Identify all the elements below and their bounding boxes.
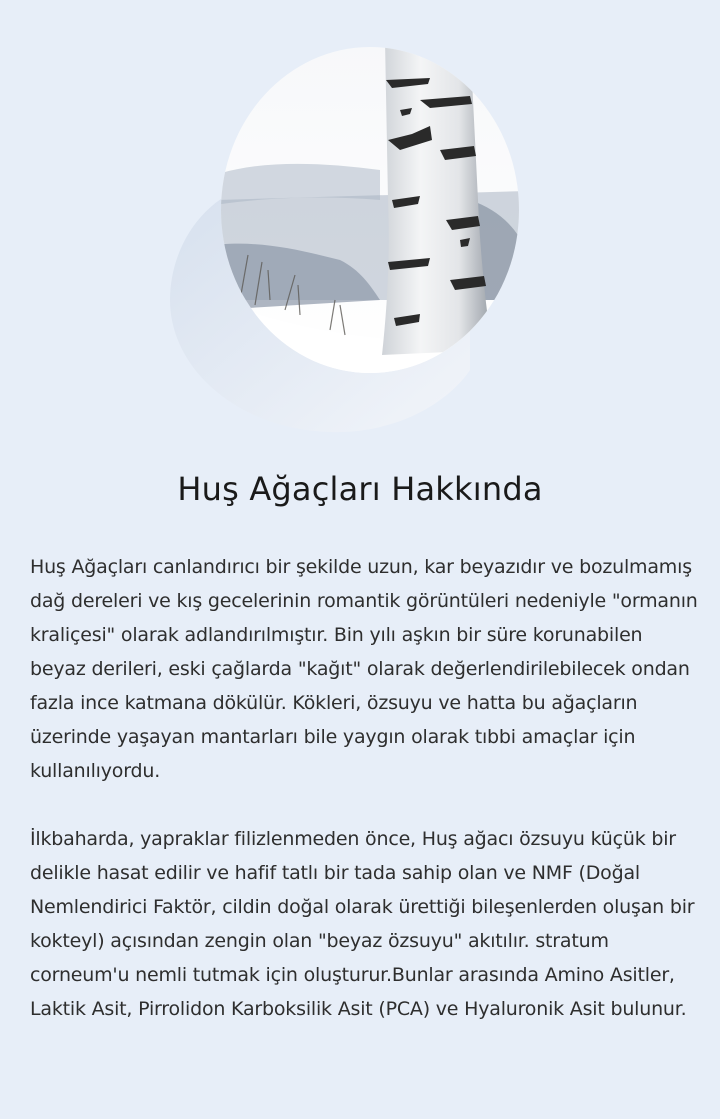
hero-illustration (0, 0, 720, 450)
birch-tree-image (0, 0, 720, 450)
paragraph-intro: Huş Ağaçları canlandırıcı bir şekilde uzun, kar beyazıdır ve bozulmamış dağ dereleri ve kış gecelerinin romantik görüntüleri nedeniyle "ormanın kraliçesi" olarak adlandırılmıştır. Bin yılı aşkın bir süre korunabilen beyaz derileri, eski çağlarda "kağıt" olarak değerlendirilebilecek ondan fazla ince katmana dökülür. Kökleri, özsuyu ve hatta bu ağaçların üzerinde yaşayan mantarları bile yaygın olarak tıbbi amaçlar için kullanılıyordu. (30, 556, 698, 782)
paragraph-sap: İlkbaharda, yapraklar filizlenmeden önce, Huş ağacı özsuyu küçük bir delikle hasat edilir ve hafif tatlı bir tada sahip olan ve NMF (Doğal Nemlendirici Faktör, cildin doğal olarak ürettiği bileşenlerden oluşan bir kokteyl) açısından zengin olan "beyaz özsuyu" akıtılır. stratum corneum'u nemli tutmak için oluşturur.Bunlar arasında Amino Asitler, Laktik Asit, Pirrolidon Karboksilik Asit (PCA) ve Hyaluronik Asit bulunur. (30, 828, 695, 1020)
page-title: Huş Ağaçları Hakkında (177, 470, 543, 508)
article-body (30, 550, 698, 1060)
